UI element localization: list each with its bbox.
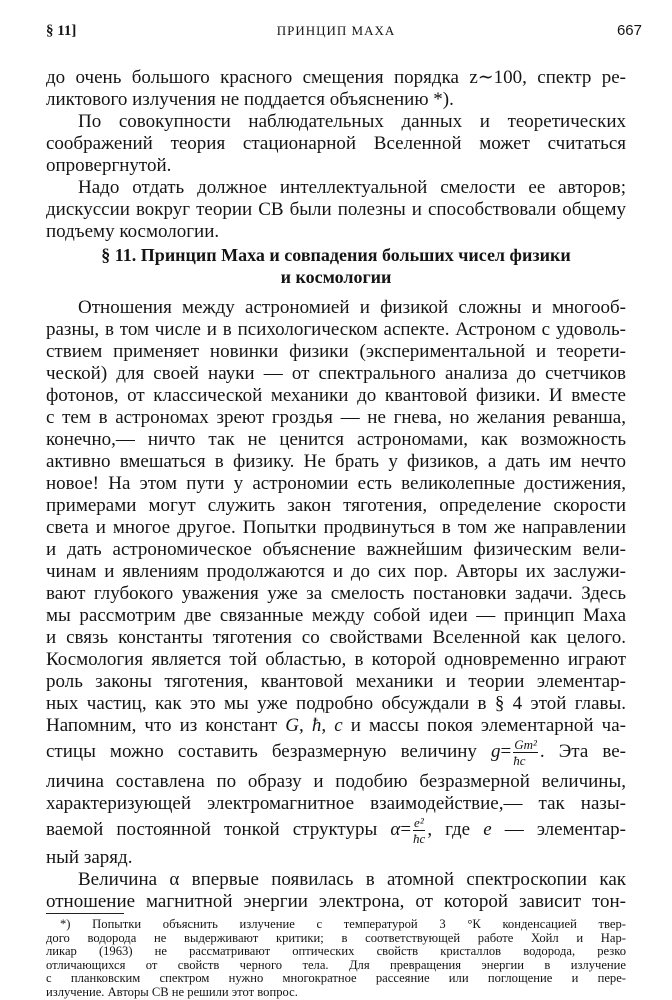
equals-sign: = xyxy=(500,741,512,762)
intro-line: По совокупности наблюдательных данных и теоретических xyxy=(78,111,626,132)
body-line: личина составлена по образу и подобию безразмерной величины, xyxy=(46,771,626,792)
body-line: характеризующей электромагнитное взаимодействие,— так назы- xyxy=(46,793,626,814)
g-fraction xyxy=(513,738,538,767)
g-denominator: ħc xyxy=(513,753,526,769)
intro-line: Надо отдать должное интеллектуальной смелости ее авторов; xyxy=(78,177,626,198)
intro-line: соображений теория стационарной Вселенной может считаться xyxy=(46,133,626,154)
body-line: фотонов, от классической механики до квантовой физики. И вместе xyxy=(46,385,626,406)
footnote-line: излучение. Авторы СВ не решили этот вопрос. xyxy=(46,985,298,999)
body-line: мы рассмотрим две связанные между собой идеи — принцип Маха xyxy=(46,605,626,626)
page-number: 667 xyxy=(616,22,642,39)
body-line: Отношения между астрономией и физикой сложны и многооб- xyxy=(78,297,626,318)
body-line: отношение магнитной энергии электрона, от которой зависит тон- xyxy=(46,891,626,912)
text-fragment: ваемой постоянной тонкой структуры xyxy=(46,819,391,840)
footnote-line: дого водорода не выдерживают критики; в соответствующей работе Хойл и Нар- xyxy=(46,930,626,945)
footnote-line: *) Попытки объяснить излучение с температурой 3 °К конденсацией твер- xyxy=(60,917,626,931)
g-symbol: g xyxy=(491,741,501,762)
intro-line: дискуссии вокруг теории СВ были полезны и способствовали общему xyxy=(46,199,626,220)
body-line-constants xyxy=(46,715,626,737)
body-line: новое! На этом пути у астрономии есть великолепные достижения, xyxy=(46,473,626,494)
body-line: Величина α впервые появилась в атомной спектроскопии как xyxy=(78,869,626,890)
text-fragment: и массы покоя элементарной ча- xyxy=(342,715,626,736)
body-line: конечно,— ничто так не ценится астрономами, как возможность xyxy=(46,429,626,450)
constants-symbols: G, ħ, c xyxy=(285,715,343,736)
g-numerator: Gm² xyxy=(514,737,537,753)
text-fragment: Напомним, что из констант xyxy=(46,715,286,736)
intro-line: опровергнутой. xyxy=(46,155,172,176)
footnote-rule xyxy=(46,913,124,914)
section-title-cont: и космологии xyxy=(280,267,392,287)
body-line: ный заряд. xyxy=(46,847,133,868)
body-line: ных частиц, как это мы уже подробно обсуждали в § 4 этой главы. xyxy=(46,693,626,714)
text-fragment: стицы можно составить безразмерную величину xyxy=(46,741,491,762)
text-fragment: — элементар- xyxy=(491,819,626,840)
header-section-ref: § 11] xyxy=(46,23,77,39)
intro-line: ликтового излучения не поддается объяснению *). xyxy=(46,89,454,110)
intro-line: подъему космологии. xyxy=(46,221,220,242)
body-line-alpha-formula xyxy=(46,815,626,845)
body-line: чинам и явлениям продолжаются и до сих пор. Авторы их заслужи- xyxy=(46,561,626,582)
body-line: и дать астрономическое объяснение важнейшим физическим вели- xyxy=(46,539,626,560)
body-line-g-formula xyxy=(46,737,626,767)
equals-sign: = xyxy=(400,819,412,840)
body-line: вают глубокого уважения уже за смелость постановки задачи. Здесь xyxy=(46,583,626,604)
running-title: ПРИНЦИП МАХА xyxy=(276,23,396,38)
intro-line: до очень большого красного смещения порядка z∼100, спектр ре- xyxy=(46,67,626,88)
body-line: примерами могут служить закон тяготения, определение скорости xyxy=(46,495,626,516)
body-line: Космология является той областью, в которой одновременно играют xyxy=(46,649,626,670)
text-fragment: . Эта ве- xyxy=(539,741,626,762)
body-line: с тем в астрономах зреют гроздья — не гнева, но желания реванша, xyxy=(46,407,626,428)
footnote-line: ликар (1963) не рассматривают оптических свойств кристаллов водорода, резко xyxy=(46,944,626,959)
alpha-numerator: e² xyxy=(414,815,424,831)
body-line: ческой) для своей науки — от спектрального анализа до счетчиков xyxy=(46,363,626,384)
body-line: роль законы тяготения, квантовой механики и теории элементар- xyxy=(46,671,626,692)
footnote-line: с планковским спектром нужно многократное рассеяние или поглощение и пере- xyxy=(46,971,626,986)
body-line: ствием применяет новинки физики (экспериментальной и теорети- xyxy=(46,341,626,362)
body-line: и связь константы тяготения со свойствами Вселенной как целого. xyxy=(46,627,626,648)
text-fragment: , где xyxy=(427,819,484,840)
alpha-denominator: ħc xyxy=(413,831,426,847)
body-line: света и многое другое. Попытки продвинуться в том же направлении xyxy=(46,517,626,538)
alpha-symbol: α xyxy=(390,819,401,840)
body-line: активно вмешаться в физику. Не брать у физиков, а дать им нечто xyxy=(46,451,626,472)
body-line: разны, в том числе и в психологическом аспекте. Астроном с удоволь- xyxy=(46,319,626,340)
e-symbol: e xyxy=(483,819,492,840)
alpha-fraction xyxy=(413,816,425,845)
section-title: § 11. Принцип Маха и совпадения больших чисел физики xyxy=(101,245,571,265)
footnote-line: отличающихся от свойств черного тела. Для превращения энергии в излучение xyxy=(46,957,626,972)
